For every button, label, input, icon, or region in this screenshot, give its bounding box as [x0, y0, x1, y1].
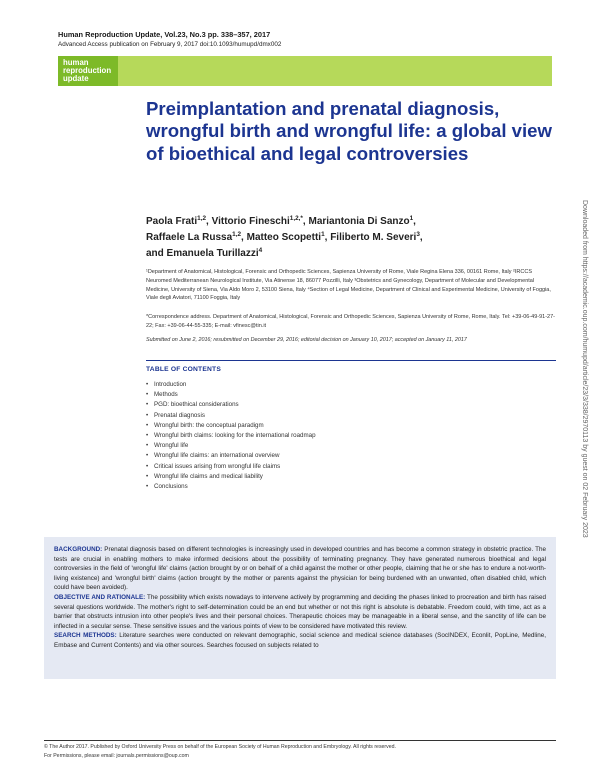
author [146, 232, 247, 243]
abstract-section-text: The possibility which exists nowadays to intervene actively by programming and deciding the phases linked to procreation and birth has raised several questions worldwide. The mother's right to self-determination could be an end but whether or not this right is absolute is debatable. Freedom could, with time, act as a barrier that obstructs intrusion into other people's lives and their personal choices. Therapeutic choices may be manageable in a liberal sense, and the sanctity of life can be inflected in a secular sense. These sensitive issues and the various points of view to be considered have motivated this review. [54, 593, 546, 630]
journal-logo [63, 59, 111, 84]
logo-line-1: human [63, 58, 89, 67]
author-name: and Emanuela Turillazzi [146, 248, 259, 260]
toc-item-label: Wrongful birth claims: looking for the international roadmap [154, 432, 316, 440]
abstract-section-heading: OBJECTIVE AND RATIONALE: [54, 593, 146, 601]
toc-item[interactable] [146, 400, 556, 410]
toc-item[interactable] [146, 390, 556, 400]
author-affiliation-marker: 1,2 [197, 215, 207, 222]
abstract-paragraph [44, 537, 556, 593]
toc-item[interactable] [146, 431, 556, 441]
copyright-notice: © The Author 2017. Published by Oxford University Press on behalf of the European Society of Human Reproduction and Embryology. All rights reserved. [44, 744, 396, 750]
author [247, 232, 331, 243]
abstract-box [44, 537, 556, 679]
abstract-section-text: Literature searches were conducted on relevant demographic, social science and medical science databases (SocINDEX, Econlit, PopLine, Medline, Embase and Current Contents) and via other sources. Searches focused on subjects related to [54, 632, 546, 649]
toc-item[interactable] [146, 482, 556, 492]
permissions-notice: For Permissions, please email: journals.permissions@oup.com [44, 753, 189, 759]
author-separator: , [241, 232, 247, 244]
toc-item[interactable] [146, 421, 556, 431]
author-name: Mariantonia Di Sanzo [308, 216, 410, 227]
download-watermark: Downloaded from https://academic.oup.com/humupd/article/23/3/338/2970113 by guest on 02 February 2023 [581, 200, 588, 538]
toc-item[interactable] [146, 462, 556, 472]
abstract-section-text: Prenatal diagnosis based on different technologies is increasingly used in developed countries and has become a common strategy in obstetric practice. The tests are crucial in enabling mothers to make informed decisions about the possibility of terminating pregnancy. They have generated numerous bioethical and legal controversies in the field of 'wrongful life' claims (action brought by or on behalf of a child against the mother or other people, claiming that he or she has to endure a not-worth-living existence) and 'wrongful birth' claims (action brought by the mother or parents against the physician for being burdened with an unwanted, often disabled child, which could have been avoided). [54, 546, 546, 592]
journal-banner [58, 56, 552, 86]
toc-item-label: Critical issues arising from wrongful life claims [154, 462, 281, 470]
affiliations: ¹Department of Anatomical, Histological, Forensic and Orthopedic Sciences, Sapienza University of Rome, Viale Regina Elena 336, 00161 Rome, Italy ²IRCCS Neuromed Mediterranean Neurological Institute, Via Atinense 18, 86077 Pozzilli, Italy ³Obstetrics and Gynecology, Department of Molecular and Developmental Medicine, University of Siena, Via Aldo Moro 2, 53100 Siena, Italy ⁴Section of Legal Medicine, Department of Clinical and Experimental Medicine, University of Foggia, Viale degli Aviatori, 71100 Foggia, Italy [146, 269, 551, 302]
logo-line-2: reproduction [63, 66, 112, 76]
author [146, 248, 262, 259]
author-affiliation-marker: 1 [321, 231, 325, 239]
author [146, 216, 212, 227]
toc-divider [146, 360, 556, 361]
author-list [146, 214, 556, 263]
toc-heading: TABLE OF CONTENTS [146, 366, 221, 373]
toc-item[interactable] [146, 411, 556, 421]
toc-item-label: Wrongful birth: the conceptual paradigm [154, 421, 264, 429]
author-separator: , [419, 232, 423, 244]
author-name: Raffaele La Russa [146, 232, 233, 244]
author-separator: , [206, 216, 212, 227]
author-affiliation-marker: 1 [409, 215, 414, 222]
author-separator: , [302, 216, 309, 227]
advance-access-line: Advanced Access publication on February 9, 2017 doi:10.1093/humupd/dmx002 [58, 41, 282, 48]
author-separator: , [324, 232, 331, 244]
author [212, 216, 309, 227]
correspondence-address: *Correspondence address. Department of Anatomical, Histological, Forensic and Orthopedic Sciences, Sapienza University of Rome, Rome, Italy. Tel: +39-06-49-91-27-22; Fax: +39-06-44-55-335; E-mail: vfinesc@tin.it [146, 314, 555, 329]
toc-item-label: Wrongful life claims and medical liability [154, 472, 263, 480]
table-of-contents [146, 380, 556, 492]
author-name: Vittorio Fineschi [211, 216, 290, 227]
author-affiliation-marker: 4 [258, 247, 263, 255]
author-name: Matteo Scopetti [246, 232, 322, 244]
author-affiliation-marker: 1,2 [232, 231, 242, 239]
toc-item[interactable] [146, 380, 556, 390]
logo-line-3: update [63, 74, 89, 84]
toc-item-label: Prenatal diagnosis [154, 411, 205, 419]
toc-item-label: Conclusions [154, 483, 188, 491]
author [308, 216, 415, 227]
toc-item[interactable] [146, 441, 556, 451]
article-title: Preimplantation and prenatal diagnosis, wrongful birth and wrongful life: a global view of bioethical and legal controversies [146, 98, 552, 164]
author-affiliation-marker: 3 [416, 231, 420, 239]
toc-item[interactable] [146, 472, 556, 482]
footer-divider [44, 740, 556, 741]
submission-dates: Submitted on June 2, 2016; resubmitted on December 29, 2016; editorial decision on January 10, 2017; accepted on January 11, 2017 [146, 337, 467, 343]
author-name: Paola Frati [146, 216, 198, 227]
abstract-section-heading: SEARCH METHODS: [54, 632, 117, 640]
author-name: Filiberto M. Severi [330, 232, 417, 244]
toc-item[interactable] [146, 451, 556, 461]
toc-item-label: PGD: bioethical considerations [154, 401, 239, 409]
toc-item-label: Introduction [154, 381, 187, 388]
abstract-paragraph [44, 593, 556, 631]
abstract-paragraph [44, 631, 556, 650]
abstract-section-heading: BACKGROUND: [54, 546, 103, 553]
toc-item-label: Wrongful life [154, 442, 189, 450]
author-affiliation-marker: 1,2,* [289, 215, 303, 222]
author-separator: , [413, 216, 416, 227]
author [330, 232, 422, 243]
toc-item-label: Methods [154, 391, 178, 399]
journal-citation: Human Reproduction Update, Vol.23, No.3 pp. 338–357, 2017 [58, 30, 271, 39]
toc-item-label: Wrongful life claims: an international overview [154, 452, 280, 460]
